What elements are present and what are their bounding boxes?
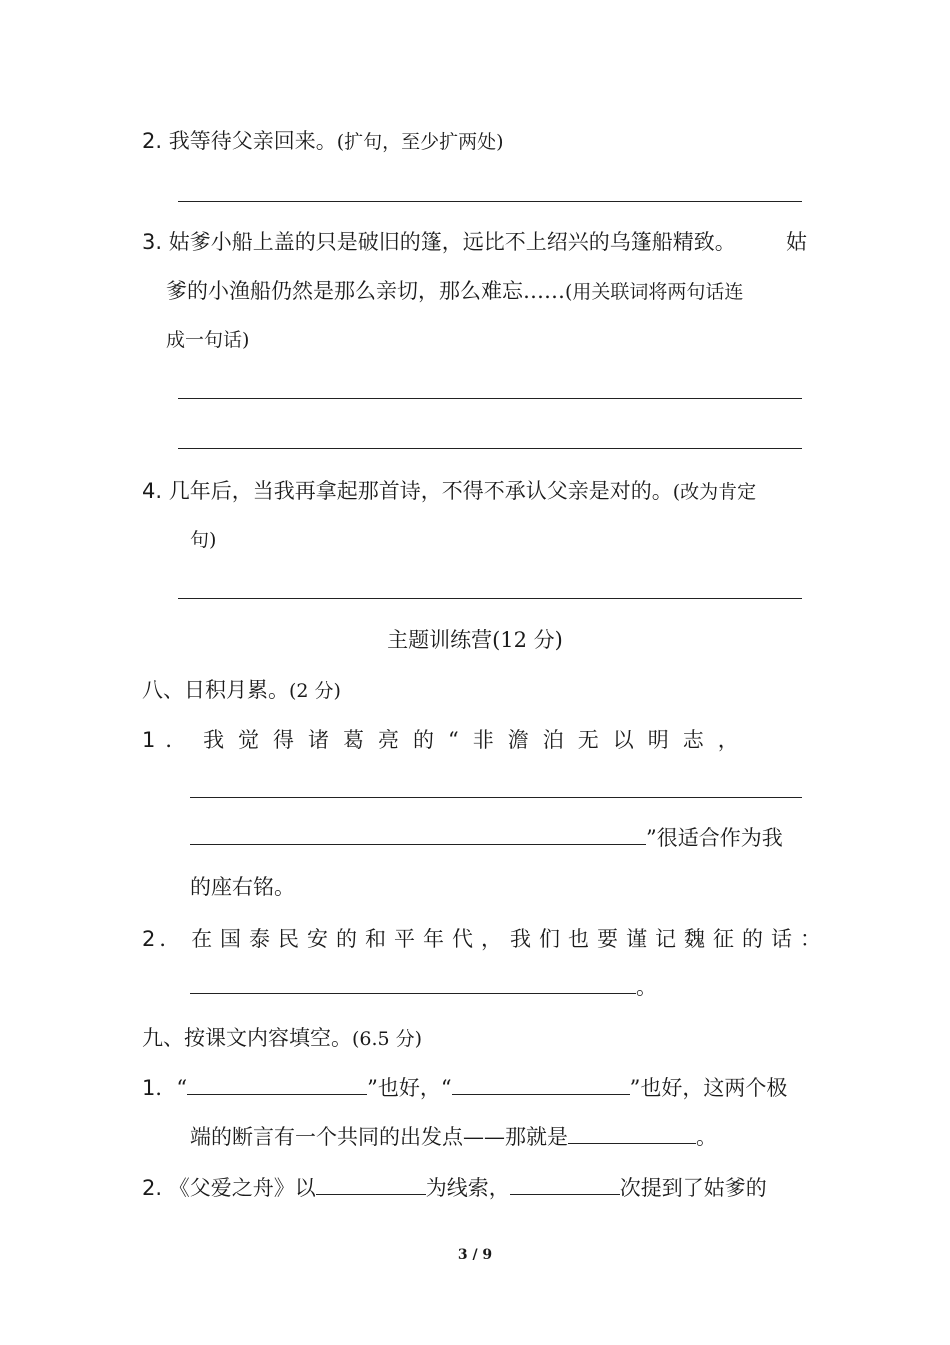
s9-heading [142,1024,422,1053]
q7-item3-line3: 成一句话) [166,329,250,351]
item-number: 2. [142,1176,163,1200]
page-number: 3 / 9 [457,1247,493,1263]
item-text: 《父爱之舟》以 [168,1176,316,1200]
s8-item1-line1 [142,726,753,754]
item-number: 1． [142,1076,177,1100]
item-text: 。 [696,1125,717,1149]
q7-item3-line1-end: 姑 [786,230,807,254]
heading-points: (6.5 分) [352,1028,423,1050]
q7-item2 [142,127,504,156]
heading-points: (2 分) [289,680,341,702]
item-number: 3. [142,230,163,254]
item-hint: (改为肯定 [672,481,757,503]
item-number: 4. [142,479,163,503]
item-hint: (用关联词将两句话连 [565,281,744,303]
item-text: ”很适合作为我 [646,826,783,850]
item-text: 端的断言有一个共同的出发点——那就是 [190,1125,568,1149]
answer-blank[interactable] [190,824,646,845]
section-title: 主题训练营(12 分) [387,628,563,652]
s8-item1-line3: 的座右铭。 [190,875,295,899]
item-text: 我等待父亲回来。 [168,129,337,153]
item-text: 姑爹小船上盖的只是破旧的篷，远比不上绍兴的乌篷船精致。 [168,230,736,254]
answer-blank[interactable] [190,973,636,994]
item-text: 几年后，当我再拿起那首诗，不得不承认父亲是对的。 [168,479,673,503]
s9-item1-line1 [142,1074,787,1102]
answer-blank[interactable] [187,1074,367,1095]
answer-line[interactable] [178,398,802,399]
answer-line[interactable] [178,201,802,202]
item-text: 在国泰民安的和平年代，我们也要谨记魏征的话： [191,927,830,951]
heading-text: 八、日积月累。 [142,678,289,702]
answer-blank[interactable] [510,1174,620,1195]
s8-item2-line2 [190,973,657,1001]
item-number: 1． [142,728,197,752]
item-text: 。 [636,975,657,999]
q7-item3-line1 [142,228,736,256]
item-text: 爹的小渔船仍然是那么亲切，那么难忘…… [166,279,565,303]
s9-item1-line2 [190,1123,717,1151]
answer-blank[interactable] [568,1123,696,1144]
item-number: 2． [142,927,185,951]
item-text: 次提到了姑爹的 [619,1176,767,1200]
s8-heading [142,676,341,705]
item-text: 我觉得诸葛亮的“非澹泊无以明志， [203,728,753,752]
answer-blank[interactable] [452,1074,630,1095]
item-number: 2. [142,129,163,153]
s9-item2 [142,1174,767,1202]
s8-item2 [142,925,829,953]
answer-line[interactable] [190,797,802,798]
item-text: ”也好，“ [367,1076,452,1100]
s8-item1-line2 [190,824,783,852]
q7-item3-line2 [166,277,743,306]
heading-text: 九、按课文内容填空。 [142,1026,352,1050]
item-text: ”也好，这两个极 [629,1076,788,1100]
item-hint: (扩句，至少扩两处) [336,131,504,153]
quote-open: “ [176,1076,188,1100]
q7-item4 [142,477,756,506]
q7-item4-hint-end: 句) [190,529,217,551]
answer-blank[interactable] [316,1174,426,1195]
item-text: 为线索， [425,1176,510,1200]
answer-line[interactable] [178,448,802,449]
answer-line[interactable] [178,598,802,599]
